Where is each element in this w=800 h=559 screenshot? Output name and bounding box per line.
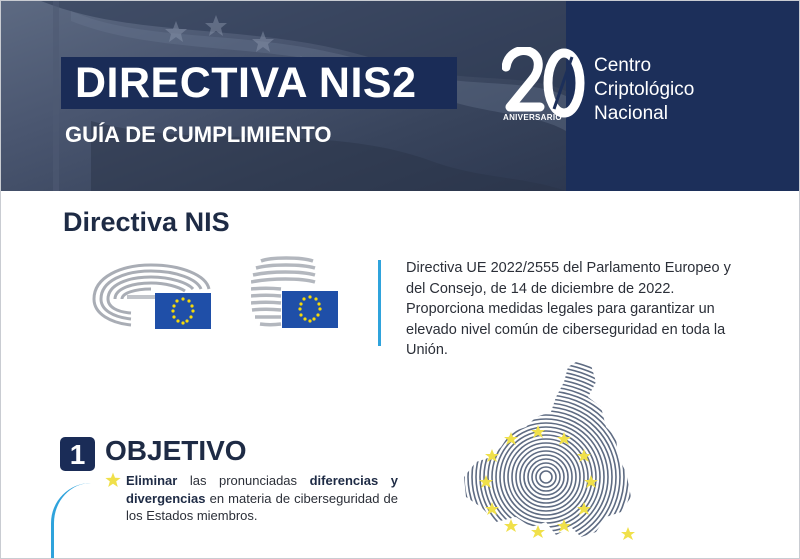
page-subtitle: GUÍA DE CUMPLIMIENTO — [65, 122, 332, 147]
objective-title: OBJETIVO — [105, 435, 247, 466]
logo-line-1: Centro — [594, 55, 652, 76]
objective-text-part-2: las pronunciadas — [177, 473, 310, 488]
logo-aniversario-label: ANIVERSARIO — [503, 113, 562, 122]
objective-connector-line — [51, 483, 101, 559]
section-title: Directiva NIS — [63, 207, 230, 237]
logo-line-2: Criptológico — [594, 79, 695, 100]
objective-number-badge: 1 — [60, 437, 95, 471]
objective-text-bold-2: diferencias y divergencias — [126, 473, 398, 506]
logo-organization-name — [594, 54, 694, 126]
europe-map-icon — [456, 357, 646, 557]
page-title: DIRECTIVA NIS2 — [75, 59, 417, 107]
logo-line-3: Nacional — [594, 103, 668, 124]
directive-description: Directiva UE 2022/2555 del Parlamento Europeo y del Consejo, de 14 de diciembre de 2022. Proporciona medidas legales para garantizar un elevado nivel común de ciberseguridad en toda la Unión. — [406, 260, 731, 358]
description-divider — [378, 260, 381, 346]
objective-text — [126, 472, 398, 525]
header-banner — [1, 1, 800, 191]
parliament-building-icon — [91, 259, 216, 331]
council-building-icon — [251, 255, 346, 331]
ccn-20-anniversary-logo — [502, 47, 586, 119]
objective-text-part-4: en materia de ciberseguridad de los Estados miembros. — [126, 490, 398, 523]
objective-text-bold-1: Eliminar — [126, 473, 178, 488]
star-icon — [105, 472, 121, 488]
